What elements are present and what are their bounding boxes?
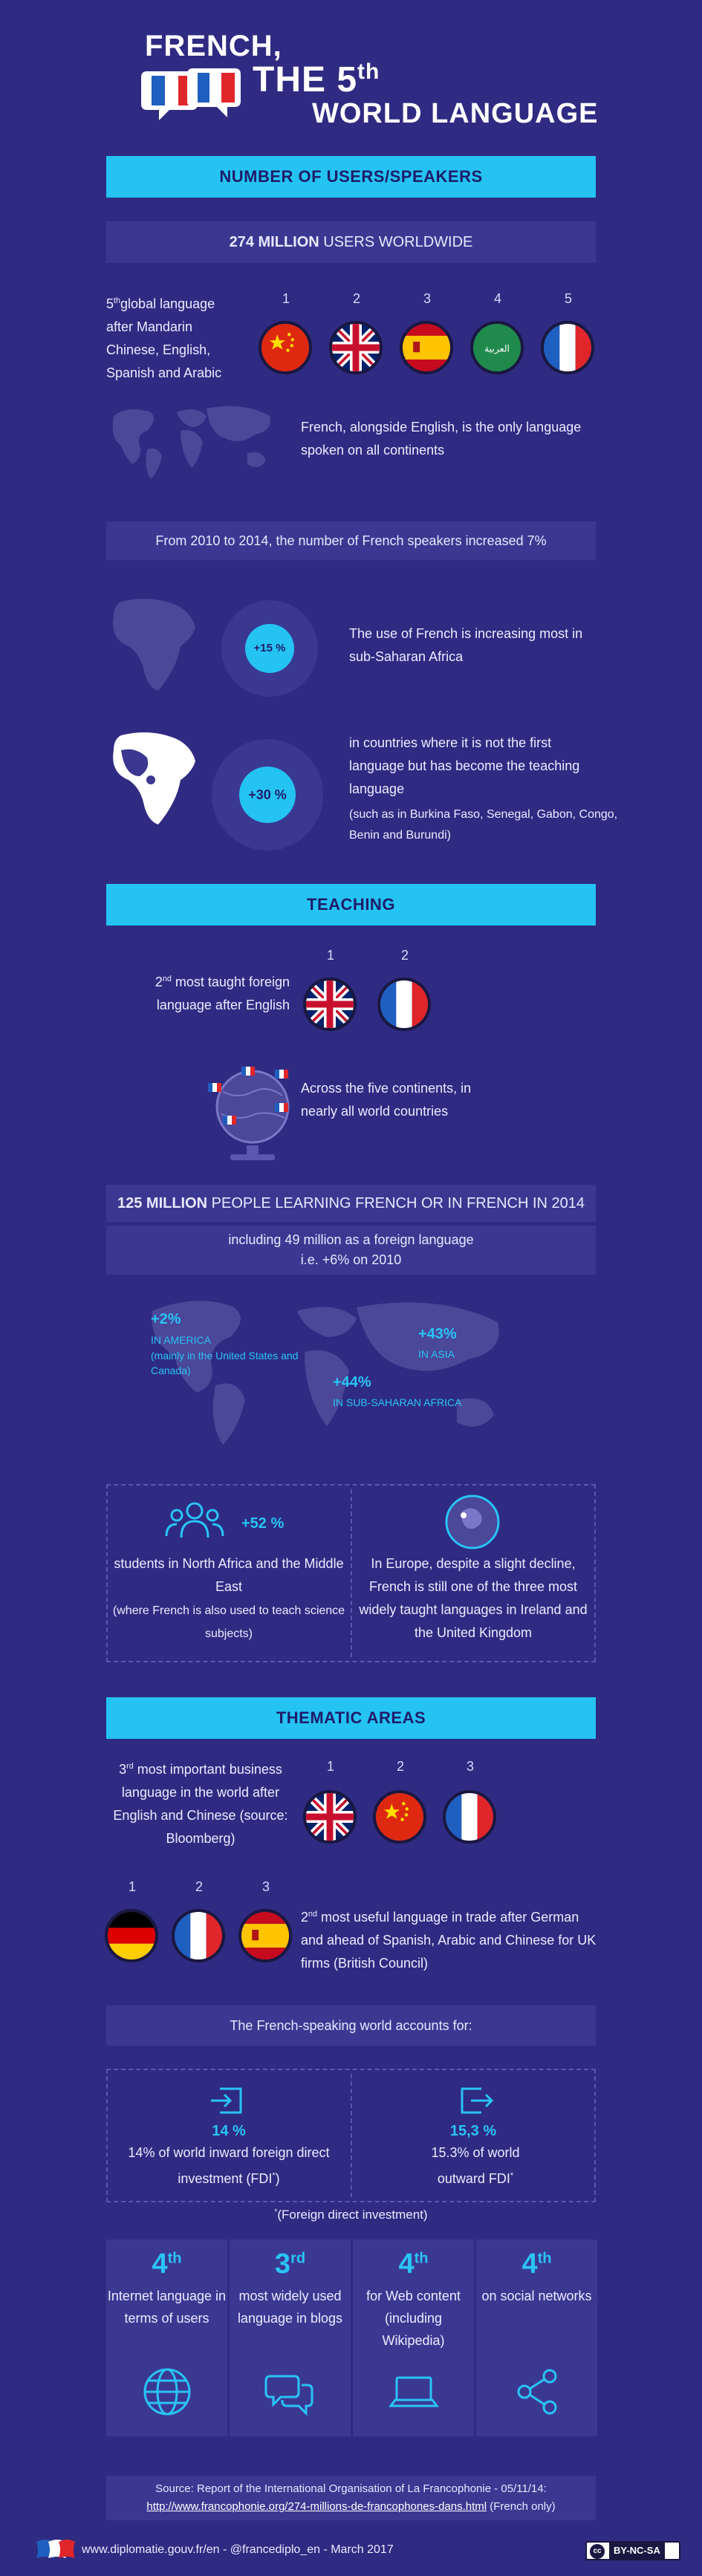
business-number-3: 3: [466, 1759, 474, 1774]
business-rank-text: [104, 1755, 297, 1850]
tile-internet-rank: 4th: [152, 2248, 182, 2280]
business-rank-sup: rd: [126, 1762, 134, 1771]
france-diplomatie-logo: [33, 2537, 77, 2563]
teaching-rank-sup: nd: [162, 975, 172, 983]
rank-number-1: 1: [282, 291, 290, 306]
source-suffix: (French only): [487, 2500, 556, 2513]
globe-flags-icon: [201, 1062, 305, 1166]
rank-5th-number: 5: [106, 296, 114, 311]
trade-number-2: 2: [195, 1879, 203, 1894]
teaching-uk-flag-icon: [303, 978, 357, 1031]
continents-text: French, alongside English, is the only language spoken on all continents: [301, 420, 582, 458]
rank-number-5: 5: [564, 291, 572, 306]
business-number-1: 1: [326, 1759, 334, 1774]
students-pct: +52 %: [241, 1515, 285, 1532]
source-url-line: [106, 2498, 596, 2516]
trade-number-1: 1: [128, 1879, 136, 1894]
teaching-number-1: 1: [326, 948, 334, 963]
page-title-line2-text: THE 5: [253, 60, 358, 100]
users-headline: [106, 221, 596, 263]
teaching-stats-divider: [351, 1489, 352, 1657]
learning-headline-bold: 125 MILLION: [117, 1195, 208, 1211]
increase-box: From 2010 to 2014, the number of French speakers increased 7%: [106, 521, 596, 560]
laptop-icon: [388, 2366, 440, 2418]
germany-flag-icon: [105, 1909, 158, 1962]
speech-bubbles-icon: [264, 2366, 316, 2418]
learning-sub-line1: including 49 million as a foreign language: [228, 1232, 474, 1247]
business-china-flag-icon: [373, 1790, 426, 1844]
share-icon: [511, 2366, 563, 2418]
africa1-text: The use of French is increasing most in sub-Saharan Africa: [349, 626, 583, 664]
tile-blogs-text: most widely used language in blogs: [237, 2289, 343, 2326]
globe-icon: [141, 2366, 193, 2418]
learning-headline-rest: PEOPLE LEARNING FRENCH OR IN FRENCH IN 2014: [207, 1195, 585, 1211]
china-flag-icon: [259, 321, 312, 374]
america-label: IN AMERICA: [151, 1334, 211, 1346]
teaching-rank-text: [149, 968, 290, 1017]
business-number-2: 2: [396, 1759, 404, 1774]
rank-number-3: 3: [423, 291, 431, 306]
tile-web-text: for Web content (including Wikipedia): [366, 2289, 461, 2348]
arabic-language-flag-icon: [470, 321, 524, 374]
tile-blogs: [230, 2240, 351, 2436]
fdi-out-text: [416, 2141, 535, 2190]
africa-map-2-icon: [106, 728, 207, 832]
fdi-divider: [351, 2074, 352, 2197]
africa-map-icon: [106, 594, 207, 698]
learning-sub-line2: i.e. +6% on 2010: [300, 1252, 402, 1267]
business-france-flag-icon: [443, 1790, 496, 1844]
learning-headline: [106, 1185, 596, 1222]
fdi-in-description: 14% of world inward foreign direct investment (FDI: [128, 2145, 330, 2186]
trade-france-flag-icon: [172, 1909, 225, 1962]
rank-5th-text: [106, 290, 240, 385]
rank-5th-sup: th: [114, 296, 121, 305]
license-badge: [585, 2541, 680, 2560]
tile-internet: [106, 2240, 227, 2436]
tile-web-content: [353, 2240, 474, 2436]
world-map-icon: [106, 401, 281, 483]
users-headline-bold: 274 MILLION: [229, 234, 319, 250]
tile-social-rank: 4th: [521, 2248, 552, 2280]
source-link[interactable]: http://www.francophonie.org/274-millions-de-francophones-dans.html: [146, 2500, 487, 2513]
europe-text: In Europe, despite a slight decline, French is still one of the three most widely taught languages in Ireland and the United Kingdom: [359, 1556, 588, 1640]
africa2-circle: [212, 739, 323, 850]
africa-label: IN SUB-SAHARAN AFRICA: [333, 1396, 462, 1408]
africa1-circle: [221, 600, 318, 697]
africa2-text: in countries where it is not the first language but has become the teaching language: [349, 735, 580, 796]
uk-flag-icon: [329, 321, 383, 374]
teaching-continents-text: Across the five continents, in nearly all world countries: [301, 1081, 472, 1119]
fdi-in-star: *: [272, 2171, 276, 2180]
license-cc-icon: cc: [590, 2544, 605, 2559]
users-section-header: NUMBER OF USERS/SPEAKERS: [106, 156, 596, 198]
fdi-out-pct: 15,3 %: [449, 2123, 497, 2139]
africa-pct: +44%: [333, 1374, 371, 1391]
rank-number-4: 4: [493, 291, 501, 306]
source-box: [106, 2476, 596, 2520]
spain-flag-icon: [400, 321, 453, 374]
business-rank-description: most important business language in the world after English and Chinese (source: Bloomberg): [113, 1762, 288, 1846]
students-note: (where French is also used to teach science subjects): [112, 1604, 345, 1640]
page-title-line1: FRENCH,: [145, 30, 282, 62]
africa2-note: (such as in Burkina Faso, Senegal, Gabon, Congo, Benin and Burundi): [349, 808, 618, 842]
fdi-out-star: *: [510, 2171, 514, 2180]
teaching-number-2: 2: [400, 948, 409, 963]
teaching-section-header: TEACHING: [106, 884, 596, 926]
business-uk-flag-icon: [303, 1790, 357, 1844]
students-text: students in North Africa and the Middle East: [114, 1556, 344, 1594]
title-bubbles-icon: [141, 65, 245, 125]
teaching-france-flag-icon: [377, 978, 431, 1031]
rank-5th-description: global language after Mandarin Chinese, English, Spanish and Arabic: [106, 296, 222, 380]
license-text: BY-NC-SA: [609, 2543, 665, 2559]
asia-pct: +43%: [418, 1326, 457, 1342]
learning-sub-box: [106, 1226, 596, 1275]
tile-internet-text: Internet language in terms of users: [107, 2289, 227, 2326]
tile-social: [476, 2240, 597, 2436]
trade-rank-description: most useful language in trade after German and ahead of Spanish, Arabic and Chinese for UK firms (British Council): [301, 1910, 597, 1971]
fdi-in-text: 14% of world inward foreign direct investment (FDI*): [128, 2145, 330, 2186]
outward-arrow-icon: [459, 2086, 493, 2115]
thematic-section-header: THEMATIC AREAS: [106, 1697, 596, 1739]
page-title-line2: [253, 59, 380, 100]
africa1-inner-circle: +15 %: [245, 624, 294, 673]
users-headline-rest: USERS WORLDWIDE: [319, 234, 473, 250]
rank-number-2: 2: [352, 291, 360, 306]
tile-social-text: on social networks: [481, 2289, 592, 2303]
inward-arrow-icon: [209, 2086, 244, 2115]
trade-rank-sup: nd: [308, 1910, 318, 1919]
europe-globe-icon: [443, 1493, 501, 1551]
tile-blogs-rank: 3rd: [274, 2248, 306, 2280]
tile-web-rank: 4th: [398, 2248, 429, 2280]
students-icon: [165, 1499, 224, 1544]
france-flag-icon: [541, 321, 594, 374]
footer-credits: www.diplomatie.gouv.fr/en - @francediplo_en - March 2017: [82, 2543, 394, 2556]
teaching-rank-description: most taught foreign language after English: [156, 975, 290, 1012]
america-note: (mainly in the United States and Canada): [151, 1350, 299, 1376]
fdi-in-pct: 14 %: [212, 2123, 246, 2139]
accounts-box: The French-speaking world accounts for:: [106, 2006, 596, 2046]
trade-number-3: 3: [261, 1879, 270, 1894]
america-pct: +2%: [151, 1311, 181, 1327]
page-title-line3: WORLD LANGUAGE: [312, 98, 599, 129]
trade-text: [301, 1903, 598, 1975]
asia-label: IN ASIA: [418, 1348, 455, 1360]
arabic-label: العربية: [484, 342, 510, 354]
business-rank-number: 3: [119, 1762, 127, 1777]
fdi-note: [106, 2208, 596, 2222]
source-line: Source: Report of the International Organisation of La Francophonie - 05/11/14:: [155, 2482, 547, 2495]
africa2-inner-circle: +30 %: [239, 767, 296, 823]
trade-rank-number: 2: [301, 1910, 309, 1925]
fdi-out-description: 15.3% of world outward FDI: [431, 2145, 520, 2186]
page-title-line2-sup: th: [357, 59, 380, 84]
trade-spain-flag-icon: [238, 1909, 292, 1962]
teaching-rank-number: 2: [155, 975, 163, 989]
fdi-note-star: *: [274, 2208, 278, 2216]
fdi-note-text: (Foreign direct investment): [277, 2208, 428, 2222]
